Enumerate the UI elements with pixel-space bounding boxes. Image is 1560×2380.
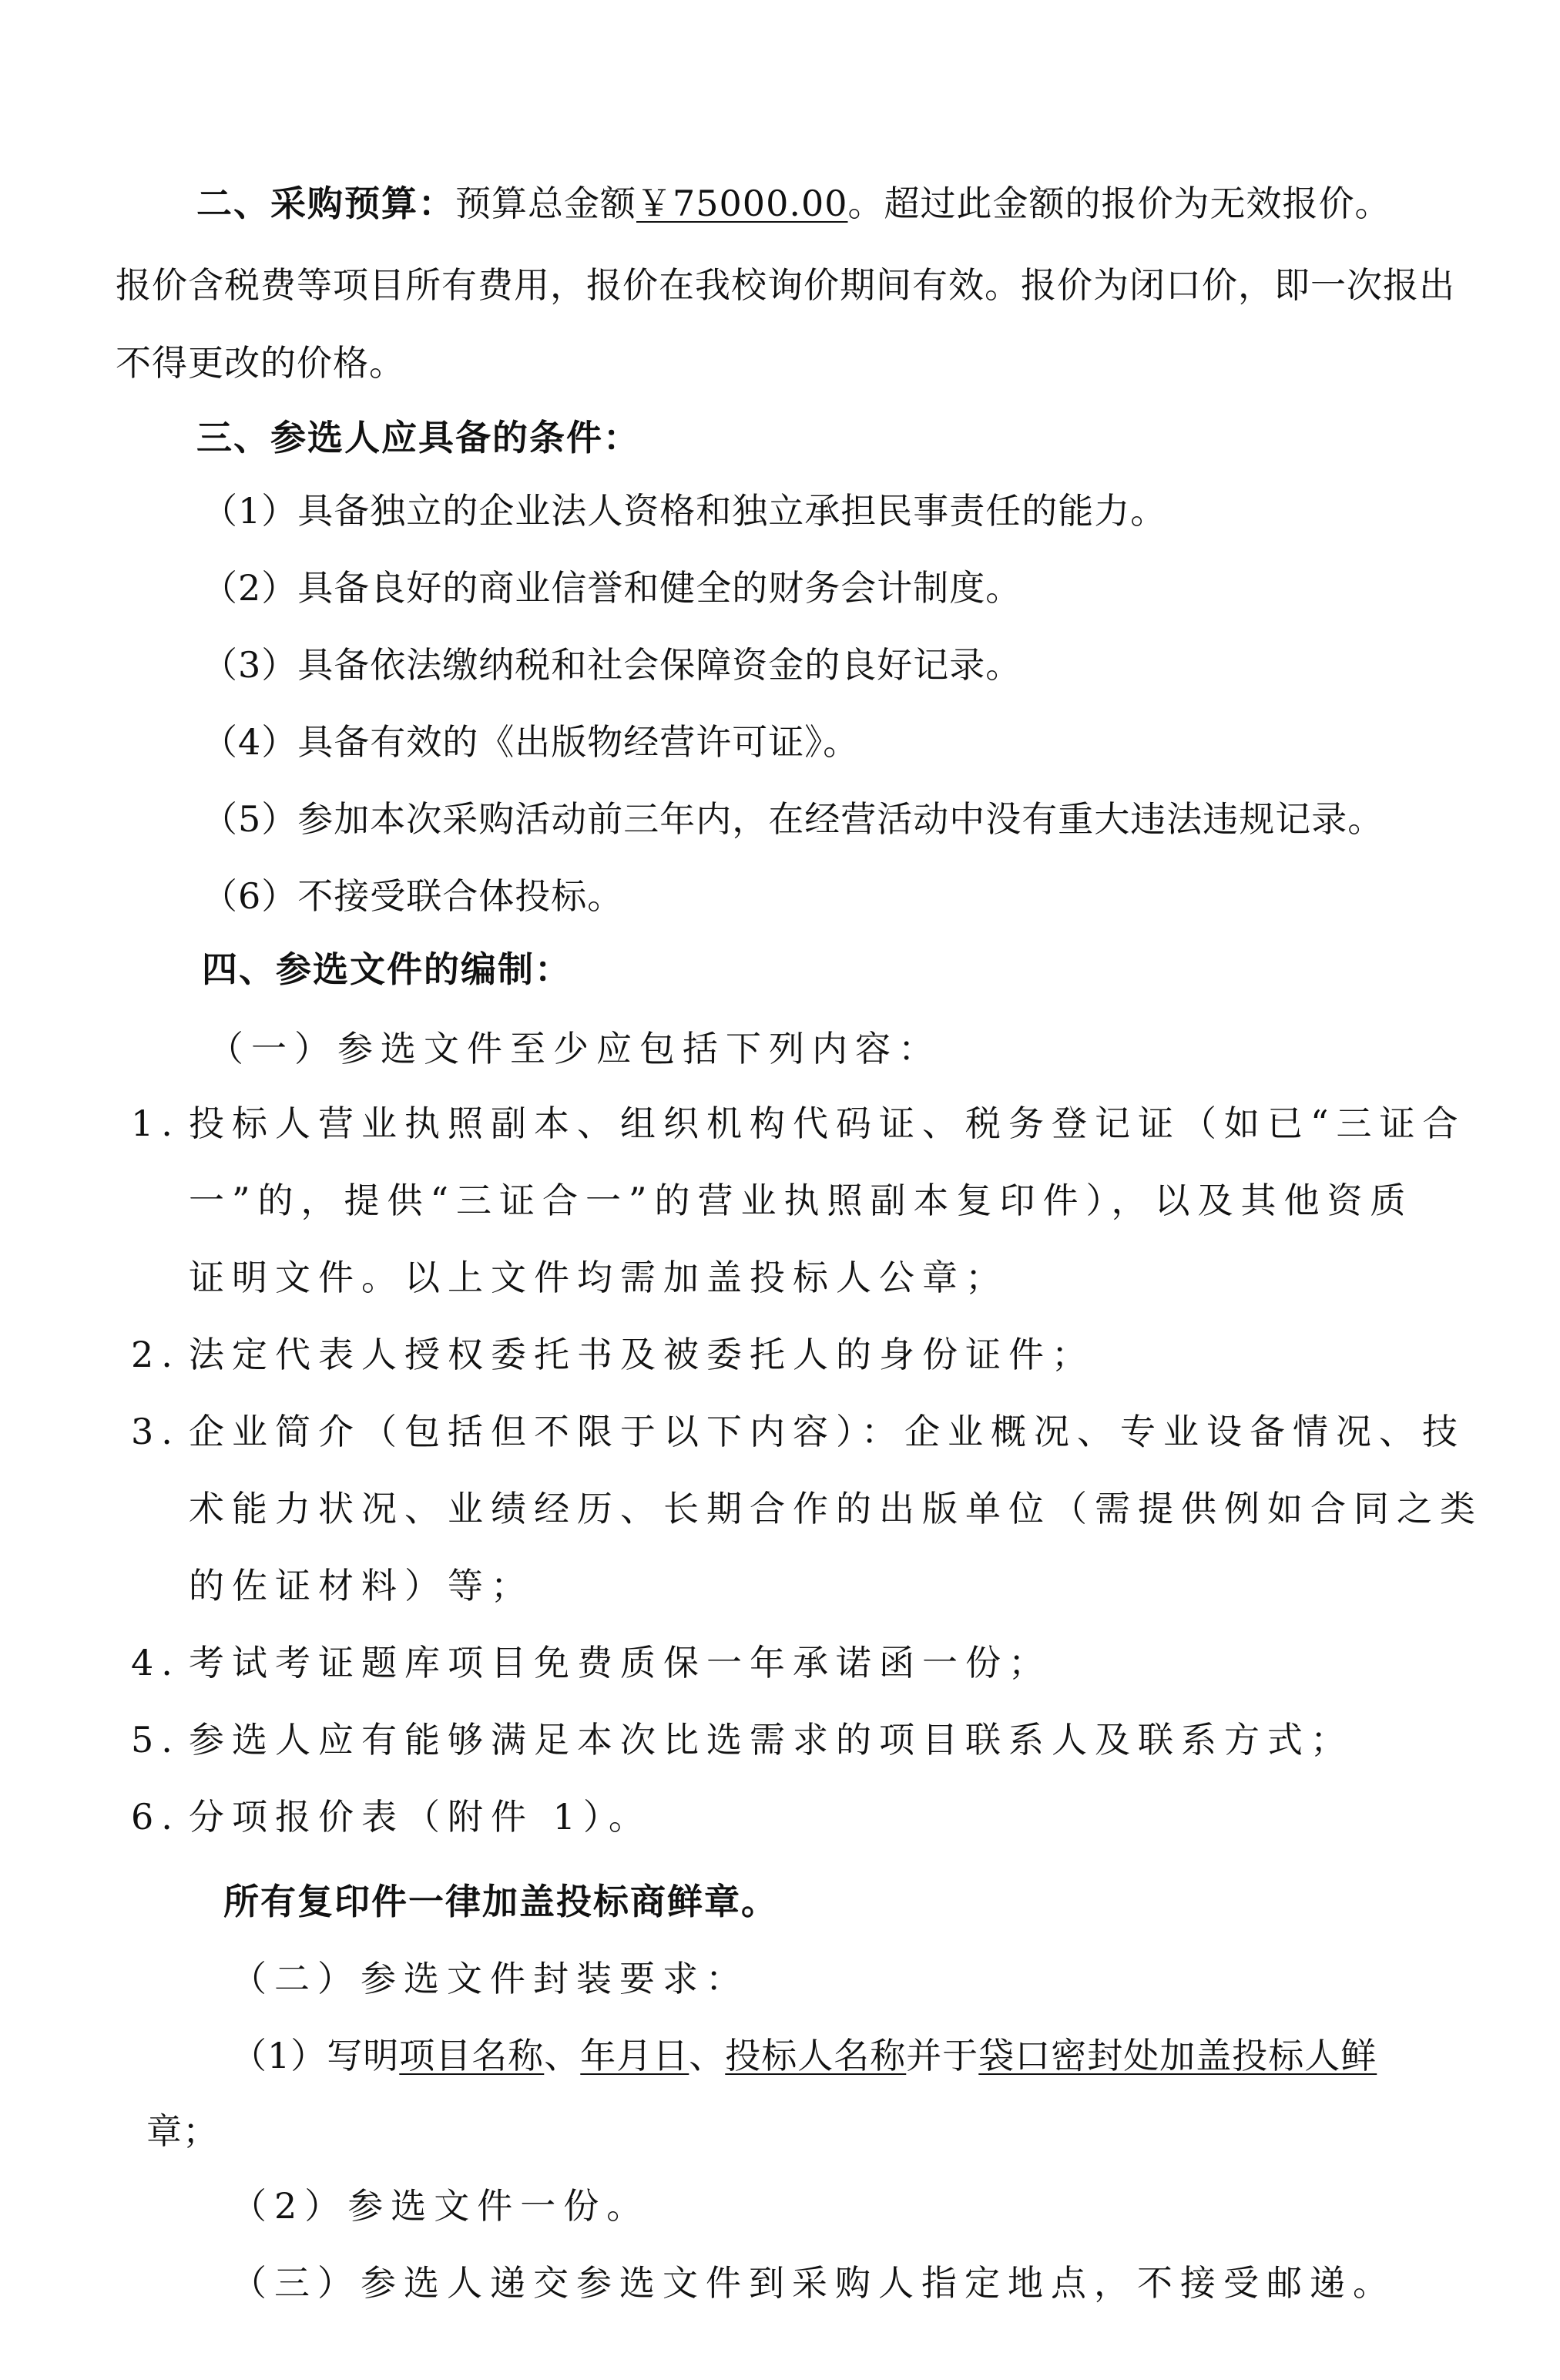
qualification-item: （5）参加本次采购活动前三年内，在经营活动中没有重大违法违规记录。 [202,798,1384,840]
list-item-text: 企业简介（包括但不限于以下内容）：企业概况、专业设备情况、技 [189,1411,1465,1452]
packaging-item-1 [231,2034,1377,2077]
list-number: 5. [131,1719,180,1761]
list-item-text: 分项报价表（附件 1）。 [189,1796,652,1838]
qualification-item: （3）具备依法缴纳税和社会保障资金的良好记录。 [202,644,1022,686]
section-heading-budget: 二、采购预算： [196,183,455,224]
list-number: 2. [131,1334,180,1375]
budget-paragraph-line-2: 报价含税费等项目所有费用，报价在我校询价期间有效。报价为闭口价，即一次报出 [116,264,1455,306]
list-number: 3. [131,1411,180,1452]
separator: 、 [544,2035,581,2076]
budget-amount: ￥75000.00 [636,183,848,224]
packaging-item-2: （2）参选文件一份。 [231,2185,650,2227]
list-item-text: 的佐证材料）等； [189,1565,534,1606]
qualification-item: （2）具备良好的商业信誉和健全的财务会计制度。 [202,567,1022,609]
subsection-heading-contents: （一）参选文件至少应包括下列内容： [208,1028,941,1069]
packaging-item-1-prefix: （1）写明 [231,2035,400,2076]
budget-text-after: 。超过此金额的报价为无效报价。 [847,183,1391,224]
separator: 、 [689,2035,726,2076]
qualification-item: （4）具备有效的《出版物经营许可证》。 [202,721,860,763]
list-item-text: 法定代表人授权委托书及被委托人的身份证件； [189,1334,1095,1375]
budget-paragraph-line-3: 不得更改的价格。 [116,342,405,384]
list-number: 6. [131,1796,180,1838]
underlined-date: 年月日 [580,2035,689,2076]
budget-text-before: 预算总金额 [455,183,636,224]
list-item-text: 术能力状况、业绩经历、长期合作的出版单位（需提供例如合同之类 [189,1488,1483,1529]
list-item-text: 证明文件。以上文件均需加盖投标人公章； [189,1257,1008,1298]
list-number: 1. [131,1103,180,1144]
list-number: 4. [131,1642,180,1683]
list-item-text: 投标人营业执照副本、组织机构代码证、税务登记证（如已“三证合 [189,1103,1466,1144]
list-item-text: 一”的，提供“三证合一”的营业执照副本复印件），以及其他资质 [189,1180,1414,1221]
subsection-heading-submission: （三）参选人递交参选文件到采购人指定地点，不接受邮递。 [231,2262,1396,2304]
budget-line [196,182,1391,225]
underlined-bidder-name: 投标人名称 [725,2035,907,2076]
underlined-seal-instruction: 袋口密封处加盖投标人鲜 [978,2035,1377,2076]
list-item-text: 考试考证题库项目免费质保一年承诺函一份； [189,1642,1052,1683]
subsection-heading-packaging: （二）参选文件封装要求： [231,1958,749,1999]
section-heading-qualifications: 三、参选人应具备的条件： [196,417,640,458]
qualification-item: （6）不接受联合体投标。 [202,875,624,917]
underlined-project-name: 项目名称 [399,2035,545,2076]
packaging-item-1-wrap: 章； [146,2110,219,2152]
packaging-item-1-mid: 并于 [906,2035,979,2076]
qualification-item: （1）具备独立的企业法人资格和独立承担民事责任的能力。 [202,490,1167,532]
list-item-text: 参选人应有能够满足本次比选需求的项目联系人及联系方式； [189,1719,1354,1761]
section-heading-preparation: 四、参选文件的编制： [202,948,572,990]
stamp-requirement-note: 所有复印件一律加盖投标商鲜章。 [223,1881,778,1922]
